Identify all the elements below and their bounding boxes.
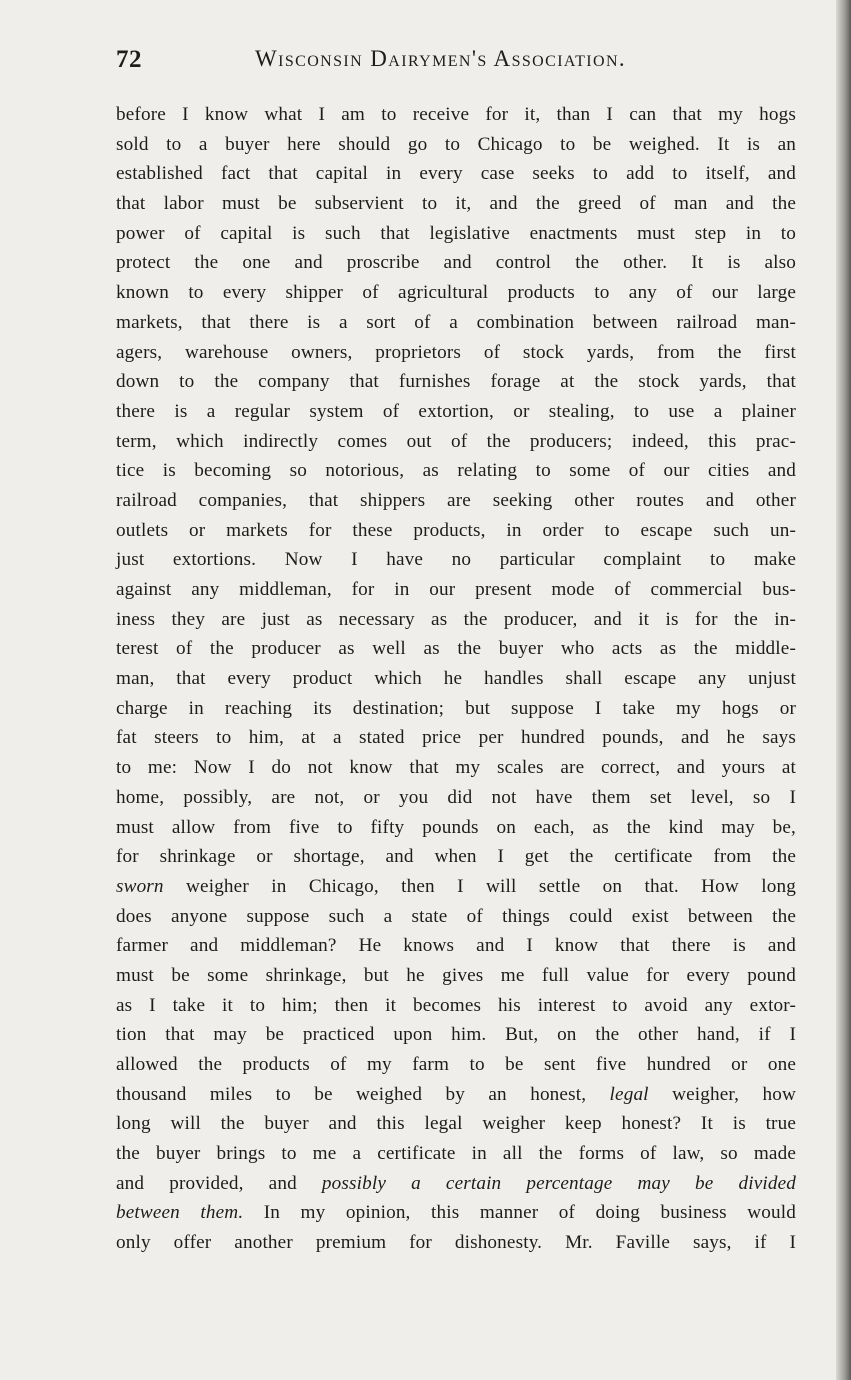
text-line [116,486,796,516]
line-text: allowed the products of my farm to be sent five hundred or one [116,1054,796,1075]
text-line [116,753,796,783]
text-line [116,991,796,1021]
line-text: there is a regular system of extortion, or stealing, to use a plainer [116,400,796,422]
text-line [116,456,796,486]
line-text: charge in reaching its destination; but suppose I take my hogs or [116,697,796,719]
text-line [116,813,796,843]
text-line [116,1109,796,1139]
body-text [116,100,796,1258]
text-line [116,694,796,724]
line-text: before I know what I am to receive for it, than I can that my hogs [116,104,796,125]
line-text: fat steers to him, at a stated price per hundred pounds, and he says [116,727,796,749]
line-text: must be some shrinkage, but he gives me full value for every pound [116,964,796,986]
line-text: sold to a buyer here should go to Chicago to be weighed. It is an [116,133,796,155]
text-line [116,1139,796,1169]
text-line [116,664,796,694]
text-line [116,397,796,427]
text-line [116,723,796,753]
text-line [116,130,796,160]
text-line [116,1050,796,1080]
italic-text: between them. [116,1202,244,1224]
text-line [116,1198,796,1228]
text-line [116,308,796,338]
text-line [116,189,796,219]
text-line [116,605,796,635]
text-line [116,516,796,546]
line-text: iness they are just as necessary as the producer, and it is for the in- [116,608,796,630]
page-edge-shadow [836,0,851,1380]
line-text: must allow from five to fifty pounds on each, as the kind may be, [116,816,796,838]
text-line [116,1020,796,1050]
running-title: Wisconsin Dairymen's Association. [255,46,627,71]
line-text: markets, that there is a sort of a combination between railroad man- [116,311,796,333]
line-text: only offer another premium for dishonesty. Mr. Faville says, if I [116,1232,796,1254]
line-text: term, which indirectly comes out of the producers; indeed, this prac- [116,430,796,452]
text-line [116,159,796,189]
page-number: 72 [116,46,142,73]
line-text: tion that may be practiced upon him. But, on the other hand, if I [116,1024,796,1046]
line-text: down to the company that furnishes forage at the stock yards, that [116,371,796,393]
text-line [116,842,796,872]
line-text: established fact that capital in every case seeks to add to itself, and [116,163,796,185]
text-line [116,961,796,991]
line-text: terest of the producer as well as the buyer who acts as the middle- [116,638,796,660]
line-text: man, that every product which he handles shall escape any unjust [116,668,796,690]
line-text: In my opinion, this manner of doing business would [243,1202,796,1224]
line-text: tice is becoming so notorious, as relating to some of our cities and [116,460,796,482]
line-text: thousand miles to be weighed by an honest, [116,1083,610,1105]
text-line [116,634,796,664]
line-text: just extortions. Now I have no particular complaint to make [116,549,796,571]
text-line [116,100,796,130]
line-text: weigher in Chicago, then I will settle on that. How long [163,875,796,897]
text-line [116,1228,796,1258]
text-line [116,338,796,368]
text-line [116,219,796,249]
text-line [116,1080,796,1110]
italic-text: possibly a certain percentage may be divided [321,1172,796,1194]
text-line [116,872,796,902]
line-text: for shrinkage or shortage, and when I get the certificate from the [116,846,796,868]
text-line [116,902,796,932]
line-text: against any middleman, for in our present mode of commercial bus- [116,579,796,600]
text-line [116,367,796,397]
line-text: home, possibly, are not, or you did not have them set level, so I [116,786,796,808]
text-line [116,931,796,961]
line-text: weigher, how [648,1083,796,1105]
line-text: to me: Now I do not know that my scales are correct, and yours at [116,757,796,779]
text-line [116,783,796,813]
text-line [116,278,796,308]
line-text: that labor must be subservient to it, and the greed of man and the [116,193,796,215]
italic-text: legal [609,1083,649,1105]
line-text: agers, warehouse owners, proprietors of stock yards, from the first [116,341,796,363]
line-text: known to every shipper of agricultural products to any of our large [116,282,796,304]
line-text: farmer and middleman? He knows and I know that there is and [116,935,796,957]
line-text: power of capital is such that legislative enactments must step in to [116,222,796,244]
page-header [116,42,796,82]
text-line [116,427,796,457]
text-line [116,545,796,575]
line-text: and provided, and [116,1172,322,1194]
line-text: the buyer brings to me a certificate in all the forms of law, so made [116,1143,796,1165]
line-text: long will the buyer and this legal weigher keep honest? It is true [116,1113,796,1135]
line-text: protect the one and proscribe and control the other. It is also [116,252,796,274]
text-line [116,248,796,278]
line-text: railroad companies, that shippers are seeking other routes and other [116,489,796,511]
line-text: outlets or markets for these products, in order to escape such un- [116,519,796,541]
text-line [116,575,796,605]
line-text: as I take it to him; then it becomes his interest to avoid any extor- [116,994,796,1016]
italic-text: sworn [116,875,164,897]
line-text: does anyone suppose such a state of things could exist between the [116,905,796,927]
text-line [116,1169,796,1199]
